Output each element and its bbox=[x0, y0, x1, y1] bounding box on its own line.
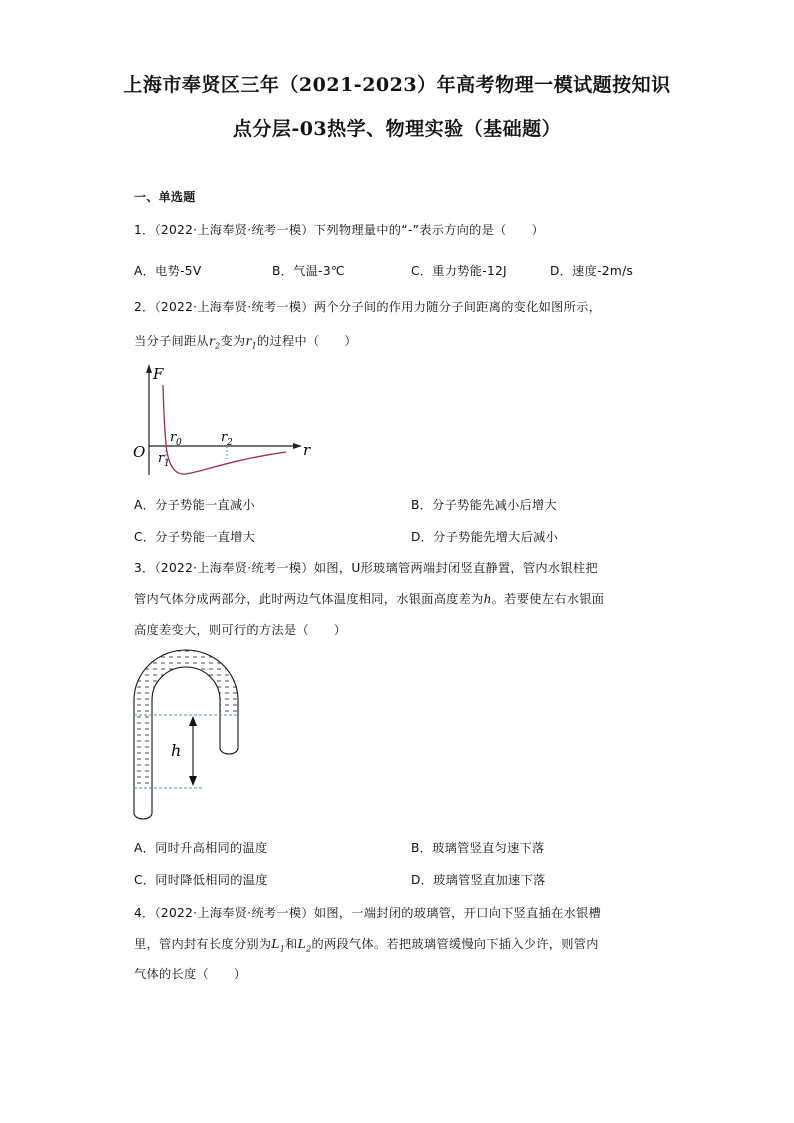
document-title-line2: 点分层-03热学、物理实验（基础题） bbox=[232, 118, 562, 140]
q1-option-a: A．电势-5V bbox=[134, 264, 202, 278]
q1-option-c: C．重力势能-12J bbox=[411, 264, 507, 278]
graph-label-o: O bbox=[133, 443, 146, 461]
q2-option-d: D．分子势能先增大后减小 bbox=[411, 530, 559, 544]
question-3-stem-line1: 3．（2022·上海奉贤·统考一模）如图，U形玻璃管两端封闭竖直静置，管内水银柱把 bbox=[134, 561, 598, 575]
graph-label-r2: r bbox=[221, 430, 228, 445]
graph-label-r0-sub: 0 bbox=[176, 438, 182, 448]
graph-label-r1: r bbox=[158, 451, 165, 466]
document-title-line1: 上海市奉贤区三年（2021-2023）年高考物理一模试题按知识 bbox=[123, 74, 671, 96]
question-3-stem-line3: 高度差变大，则可行的方法是（ ） bbox=[134, 623, 347, 637]
question-2-stem-line1: 2．（2022·上海奉贤·统考一模）两个分子间的作用力随分子间距离的变化如图所示， bbox=[134, 300, 602, 314]
q1-option-d: D．速度-2m/s bbox=[550, 264, 634, 278]
q3-option-c: C．同时降低相同的温度 bbox=[134, 873, 268, 887]
question-2-stem-line2: 当分子间距从$r_2$变为$r_1$的过程中（ ） bbox=[134, 334, 357, 351]
graph-label-r2-sub: 2 bbox=[227, 438, 233, 448]
question-3-stem-line2: 管内气体分成两部分，此时两边气体温度相同，水银面高度差为h。若要使左右水银面 bbox=[134, 592, 605, 606]
q3-option-d: D．玻璃管竖直加速下落 bbox=[411, 873, 546, 887]
q3-option-a: A．同时升高相同的温度 bbox=[134, 841, 268, 855]
question-4-stem-line2: 里，管内封有长度分别为$L_1$和$L_2$的两段气体。若把玻璃管缓慢向下插入少许，则管内 bbox=[134, 937, 599, 954]
q1-option-b: B．气温-3℃ bbox=[272, 264, 345, 278]
graph-label-r0: r bbox=[170, 430, 177, 445]
question-1-stem: 1．（2022·上海奉贤·统考一模）下列物理量中的“-”表示方向的是（ ） bbox=[134, 223, 545, 237]
question-4-stem-line1: 4．（2022·上海奉贤·统考一模）如图，一端封闭的玻璃管，开口向下竖直插在水银槽 bbox=[134, 906, 602, 920]
q2-option-a: A．分子势能一直减小 bbox=[134, 498, 256, 512]
graph-label-r: r bbox=[303, 441, 311, 459]
q2-option-b: B．分子势能先减小后增大 bbox=[411, 498, 558, 512]
question-4-stem-line3: 气体的长度（ ） bbox=[134, 967, 247, 981]
graph-label-r1-sub: 1 bbox=[164, 459, 170, 469]
section-heading-single-choice: 一、单选题 bbox=[134, 190, 196, 204]
q3-option-b: B．玻璃管竖直匀速下落 bbox=[411, 841, 545, 855]
graph-label-f: F bbox=[153, 365, 164, 383]
u-tube-label-h: h bbox=[171, 741, 182, 760]
q2-option-c: C．分子势能一直增大 bbox=[134, 530, 256, 544]
